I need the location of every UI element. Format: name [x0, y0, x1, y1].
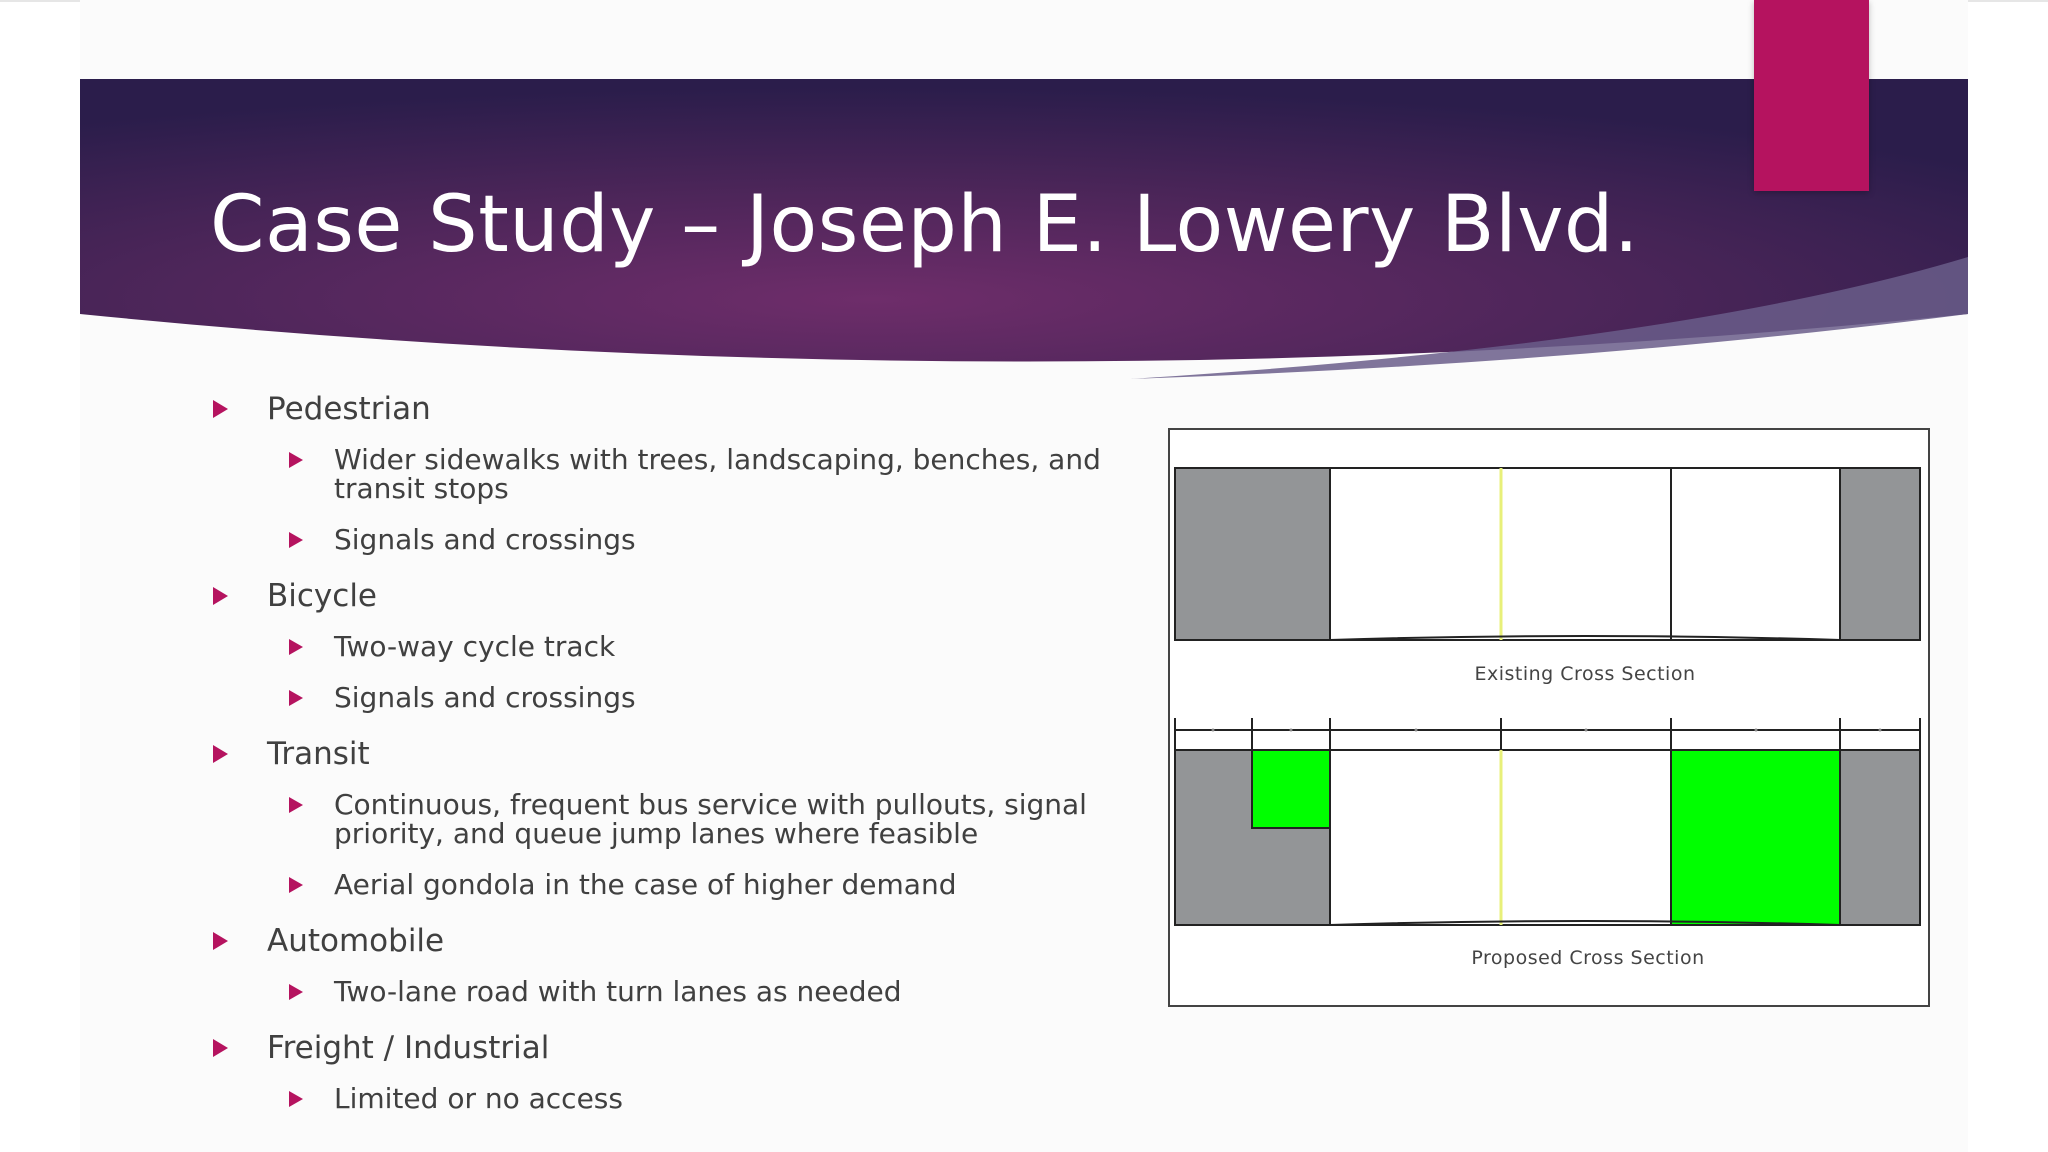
proposed-cycle-track	[1671, 750, 1840, 925]
outline-item: Transit	[267, 736, 370, 772]
cross-section-diagram	[1168, 428, 1930, 1008]
outline-subitem: Signals and crossings	[334, 681, 636, 714]
proposed-bike-lane-left	[1252, 750, 1330, 828]
bullet-arrow-icon	[213, 1039, 228, 1057]
outline-subitem-continuation: priority, and queue jump lanes where feasible	[334, 817, 979, 850]
existing-cross-section-label: Existing Cross Section	[1474, 663, 1696, 685]
outline-subitem: Signals and crossings	[334, 523, 636, 556]
outline-subitem: Two-lane road with turn lanes as needed	[334, 975, 902, 1008]
bullet-arrow-icon	[213, 745, 228, 763]
sub-bullet-arrow-icon	[289, 1091, 303, 1107]
bullet-arrow-icon	[213, 400, 228, 418]
accent-tab	[1754, 0, 1869, 191]
outline-subitem: Two-way cycle track	[334, 630, 616, 663]
sub-bullet-arrow-icon	[289, 452, 303, 468]
bullet-arrow-icon	[213, 587, 228, 605]
proposed-sidewalk-right	[1840, 750, 1920, 925]
outline-subitem: Aerial gondola in the case of higher demand	[334, 868, 957, 901]
outline-item: Bicycle	[267, 578, 377, 614]
existing-roadway	[1330, 468, 1840, 640]
outline-subitem: Limited or no access	[334, 1082, 623, 1115]
bullet-arrow-icon	[213, 932, 228, 950]
outline-item: Freight / Industrial	[267, 1030, 550, 1066]
sub-bullet-arrow-icon	[289, 797, 303, 813]
sub-bullet-arrow-icon	[289, 877, 303, 893]
proposed-cross-section-label: Proposed Cross Section	[1471, 947, 1705, 969]
sub-bullet-arrow-icon	[289, 639, 303, 655]
outline-subitem: Wider sidewalks with trees, landscaping, benches, and	[334, 443, 1101, 476]
outline-item: Pedestrian	[267, 391, 431, 427]
outline-subitem: Continuous, frequent bus service with pullouts, signal	[334, 788, 1087, 821]
existing-sidewalk-left	[1175, 468, 1330, 640]
outline-item: Automobile	[267, 923, 445, 959]
sub-bullet-arrow-icon	[289, 532, 303, 548]
sub-bullet-arrow-icon	[289, 984, 303, 1000]
outline-subitem-continuation: transit stops	[334, 472, 509, 505]
slide-title: Case Study – Joseph E. Lowery Blvd.	[210, 180, 1640, 270]
existing-sidewalk-right	[1840, 468, 1920, 640]
sub-bullet-arrow-icon	[289, 690, 303, 706]
